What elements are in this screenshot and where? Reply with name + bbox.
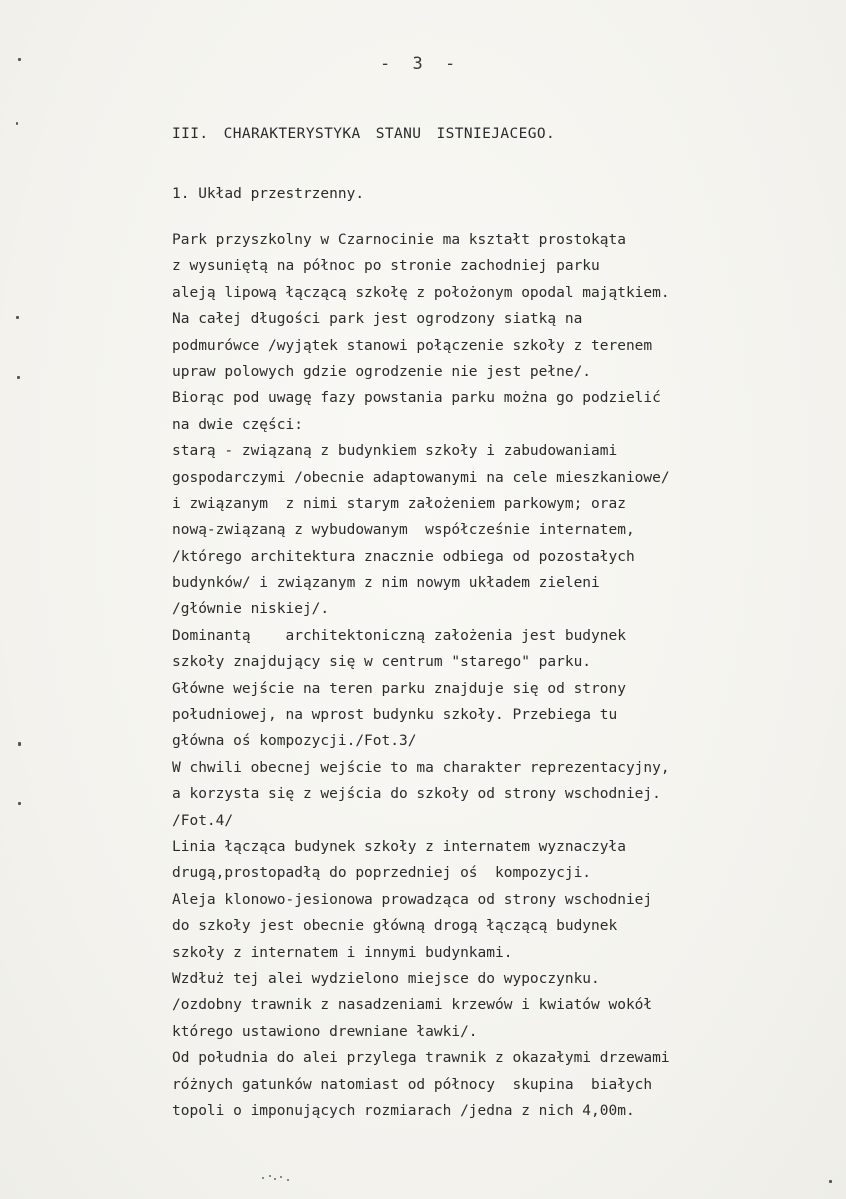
- text-line: /Fot.4/: [172, 812, 234, 829]
- margin-mark: [18, 742, 21, 746]
- text-line: podmurówce /wyjątek stanowi połączenie szkoły z terenem: [172, 337, 653, 354]
- text-line: gospodarczymi /obecnie adaptowanymi na cele mieszkaniowe/: [172, 469, 670, 486]
- text-line: Główne wejście na teren parku znajduje się od strony: [172, 680, 626, 697]
- text-line: Wzdłuż tej alei wydzielono miejsce do wypoczynku.: [172, 970, 600, 987]
- page-number: - 3 -: [380, 54, 462, 74]
- text-line: upraw polowych gdzie ogrodzenie nie jest pełne/.: [172, 363, 592, 380]
- margin-mark: [829, 1180, 832, 1183]
- text-line: a korzysta się z wejścia do szkoły od strony wschodniej.: [172, 786, 661, 803]
- text-line: Biorąc pod uwagę fazy powstania parku można go podzielić: [172, 390, 661, 407]
- paper-specks: [260, 1173, 300, 1181]
- text-line: drugą,prostopadłą do poprzedniej oś kompozycji.: [172, 865, 592, 882]
- text-line: z wysuniętą na północ po stronie zachodniej parku: [172, 258, 600, 275]
- text-line: W chwili obecnej wejście to ma charakter reprezentacyjny,: [172, 759, 670, 776]
- body-text: [172, 227, 792, 1124]
- text-line: aleją lipową łączącą szkołę z położonym opodal majątkiem.: [172, 284, 670, 301]
- text-line: Linia łącząca budynek szkoły z internatem wyznaczyła: [172, 838, 626, 855]
- text-line: /głównie niskiej/.: [172, 601, 330, 618]
- text-line: Aleja klonowo-jesionowa prowadząca od strony wschodniej: [172, 891, 653, 908]
- text-line: Na całej długości park jest ogrodzony siatką na: [172, 311, 583, 328]
- text-line: którego ustawiono drewniane ławki/.: [172, 1023, 478, 1040]
- text-line: topoli o imponujących rozmiarach /jedna z nich 4,00m.: [172, 1102, 635, 1119]
- text-line: Dominantą architektoniczną założenia jest budynek: [172, 627, 626, 644]
- text-line: /którego architektura znacznie odbiega od pozostałych: [172, 548, 635, 565]
- margin-mark: [17, 376, 20, 379]
- margin-mark: [18, 58, 21, 61]
- text-line: starą - związaną z budynkiem szkoły i zabudowaniami: [172, 443, 618, 460]
- text-line: i związanym z nimi starym założeniem parkowym; oraz: [172, 495, 626, 512]
- text-line: różnych gatunków natomiast od północy skupina białych: [172, 1076, 653, 1093]
- section-heading: III. CHARAKTERYSTYKA STANU ISTNIEJACEGO.: [172, 126, 556, 142]
- text-line: południowej, na wprost budynku szkoły. Przebiega tu: [172, 707, 618, 724]
- text-line: budynków/ i związanym z nim nowym układem zieleni: [172, 575, 600, 592]
- subsection-heading: 1. Układ przestrzenny.: [172, 186, 365, 202]
- text-line: do szkoły jest obecnie główną drogą łączącą budynek: [172, 918, 618, 935]
- text-line: nową-związaną z wybudowanym współcześnie internatem,: [172, 522, 635, 539]
- text-line: Od południa do alei przylega trawnik z okazałymi drzewami: [172, 1050, 670, 1067]
- text-line: na dwie części:: [172, 416, 303, 433]
- margin-mark: [16, 122, 18, 125]
- text-line: /ozdobny trawnik z nasadzeniami krzewów i kwiatów wokół: [172, 997, 653, 1014]
- text-line: Park przyszkolny w Czarnocinie ma kształt prostokąta: [172, 232, 626, 248]
- text-line: szkoły znajdujący się w centrum "starego" parku.: [172, 654, 592, 671]
- text-line: główna oś kompozycji./Fot.3/: [172, 733, 417, 750]
- margin-mark: [16, 316, 19, 319]
- margin-mark: [18, 802, 21, 805]
- text-line: szkoły z internatem i innymi budynkami.: [172, 944, 513, 961]
